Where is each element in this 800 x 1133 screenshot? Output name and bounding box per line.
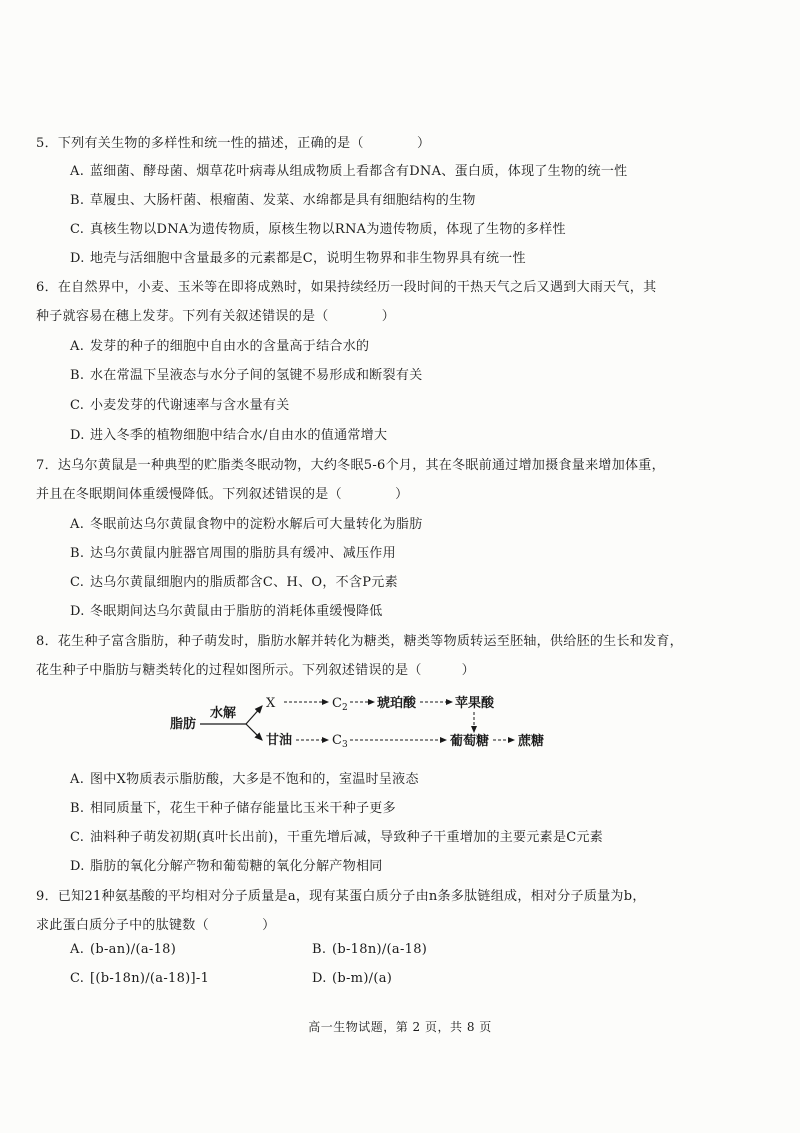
question-8-option-d: D. 脂肪的氧化分解产物和葡萄糖的氧化分解产物相同: [70, 859, 383, 874]
diagram-glucose: 葡萄糖: [450, 734, 490, 749]
fat-conversion-diagram: [168, 686, 588, 752]
question-7-stem-line1: 7．达乌尔黄鼠是一种典型的贮脂类冬眠动物，大约冬眠5-6个月，其在冬眠前通过增加摄食量来增加体重，: [36, 458, 665, 473]
diagram-malic-acid: 苹果酸: [455, 696, 495, 711]
diagram-fat: 脂肪: [170, 717, 197, 732]
question-6-option-a: A. 发芽的种子的细胞中自由水的含量高于结合水的: [70, 339, 370, 354]
diagram-branch-down: [246, 724, 262, 740]
question-5-option-a: A. 蓝细菌、酵母菌、烟草花叶病毒从组成物质上看都含有DNA、蛋白质，体现了生物的统一性: [70, 164, 628, 179]
question-8-stem-line2: 花生种子中脂肪与糖类转化的过程如图所示。下列叙述错误的是（ ）: [36, 663, 475, 678]
question-7-option-c: C. 达乌尔黄鼠细胞内的脂质都含C、H、O，不含P元素: [70, 575, 398, 590]
question-5-option-b: B. 草履虫、大肠杆菌、根瘤菌、发菜、水绵都是具有细胞结构的生物: [70, 193, 476, 208]
question-9-option-b: B. (b-18n)/(a-18): [312, 942, 428, 957]
diagram-x: X: [266, 696, 276, 711]
question-6-option-d: D. 进入冬季的植物细胞中结合水/自由水的值通常增大: [70, 428, 388, 443]
question-9-option-d: D. (b-m)/(a): [312, 971, 393, 986]
diagram-succinic-acid: 琥珀酸: [377, 696, 417, 711]
diagram-branch-up: [246, 706, 262, 724]
question-9-option-a: A. (b-an)/(a-18): [70, 942, 177, 957]
page-footer: 高一生物试题，第 2 页，共 8 页: [308, 1020, 492, 1034]
diagram-glycerol: 甘油: [266, 733, 293, 748]
question-7-option-b: B. 达乌尔黄鼠内脏器官周围的脂肪具有缓冲、减压作用: [70, 546, 396, 561]
question-9-option-c: C. [(b-18n)/(a-18)]-1: [70, 971, 210, 986]
question-6-stem-line2: 种子就容易在穗上发芽。下列有关叙述错误的是（ ）: [36, 309, 396, 324]
question-7-option-a: A. 冬眠前达乌尔黄鼠食物中的淀粉水解后可大量转化为脂肪: [70, 517, 423, 532]
question-8-stem-line1: 8．花生种子富含脂肪，种子萌发时，脂肪水解并转化为糖类，糖类等物质转运至胚轴，供给胚的生长和发育，: [36, 634, 683, 649]
diagram-c3: $C_3$: [332, 733, 348, 750]
question-5-option-c: C. 真核生物以DNA为遗传物质，原核生物以RNA为遗传物质，体现了生物的多样性: [70, 222, 566, 237]
diagram-c2: $C_2$: [332, 696, 348, 713]
question-9-stem-line1: 9．已知21种氨基酸的平均相对分子质量是a，现有某蛋白质分子由n条多肽链组成，相对分子质量为b，: [36, 889, 646, 904]
question-8-option-c: C. 油料种子萌发初期(真叶长出前)，干重先增后减，导致种子干重增加的主要元素是C元素: [70, 830, 604, 845]
diagram-hydrolysis: 水解: [210, 706, 237, 721]
question-7-stem-line2: 并且在冬眠期间体重缓慢降低。下列叙述错误的是（ ）: [36, 487, 409, 502]
diagram-sucrose: 蔗糖: [518, 734, 545, 749]
question-6-option-b: B. 水在常温下呈液态与水分子间的氢键不易形成和断裂有关: [70, 368, 423, 383]
question-7-option-d: D. 冬眠期间达乌尔黄鼠由于脂肪的消耗体重缓慢降低: [70, 604, 383, 619]
question-8-option-a: A. 图中X物质表示脂肪酸，大多是不饱和的，室温时呈液态: [70, 772, 419, 787]
question-6-stem-line1: 6．在自然界中，小麦、玉米等在即将成熟时，如果持续经历一段时间的干热天气之后又遇到大雨天气，其: [36, 280, 657, 295]
question-6-option-c: C. 小麦发芽的代谢速率与含水量有关: [70, 398, 290, 413]
question-8-option-b: B. 相同质量下，花生干种子储存能量比玉米干种子更多: [70, 801, 396, 816]
question-5-stem: 5．下列有关生物的多样性和统一性的描述，正确的是（ ）: [36, 136, 431, 151]
question-9-stem-line2: 求此蛋白质分子中的肽键数（ ）: [36, 918, 276, 933]
question-5-option-d: D. 地壳与活细胞中含量最多的元素都是C，说明生物界和非生物界具有统一性: [70, 251, 526, 266]
